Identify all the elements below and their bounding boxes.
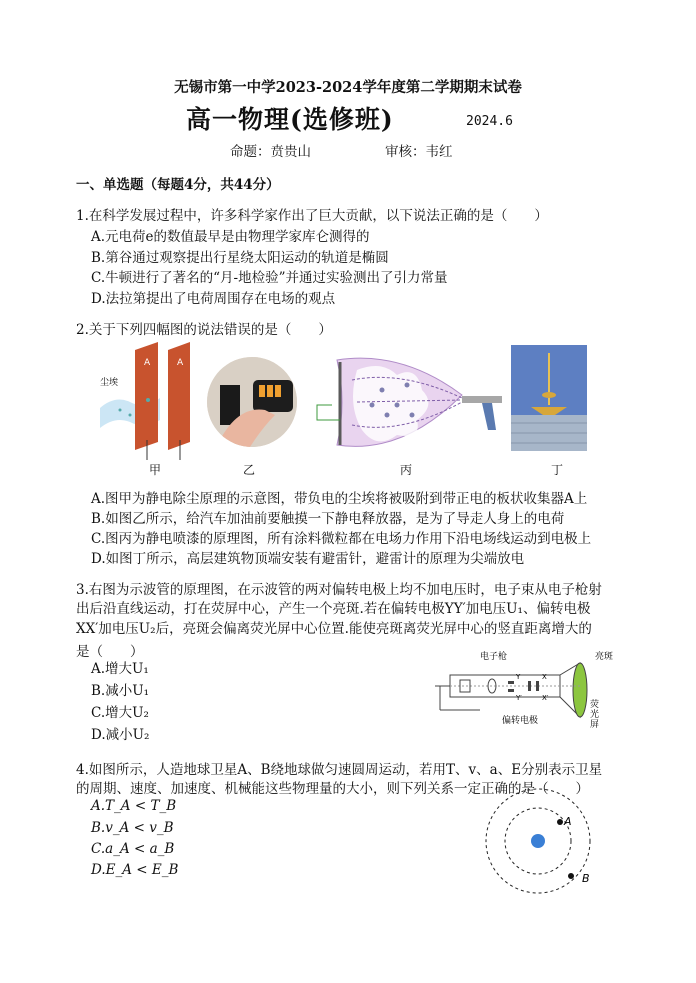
q3-option-b: B.减小U₁ xyxy=(91,683,150,699)
q2-option-d: D.如图丁所示，高层建筑物顶端安装有避雷针，避雷计的原理为尖端放电 xyxy=(91,551,525,567)
fig-label-jia: 甲 xyxy=(149,463,162,477)
spray-gun-icon xyxy=(482,403,496,430)
q1-option-d: D.法拉第提出了电荷周围存在电场的观点 xyxy=(91,291,336,307)
svg-text:A: A xyxy=(177,358,184,368)
q2-stem: 2.关于下列四幅图的说法错误的是（ ） xyxy=(76,322,332,338)
q4-option-d: D.E_A < E_B xyxy=(91,862,179,878)
satellite-b xyxy=(568,873,574,879)
q3-option-a: A.增大U₁ xyxy=(91,661,149,677)
exam-subject-title: 高一物理(选修班) xyxy=(186,105,394,134)
exam-reviewer: 审核：韦红 xyxy=(385,144,453,160)
fluorescent-screen xyxy=(573,663,587,717)
figure-lightning-rod xyxy=(511,345,587,451)
q4-line-1: 4.如图所示，人造地球卫星A、B绕地球做匀速圆周运动，若用T、v、a、E分别表示卫星 xyxy=(76,762,603,778)
fig-label-ding: 丁 xyxy=(551,463,564,477)
q1-option-a: A.元电荷e的数值最早是由物理学家库仑测得的 xyxy=(91,229,370,245)
fig-label-bing: 丙 xyxy=(400,463,413,477)
fig-label-yi: 乙 xyxy=(243,463,256,477)
exam-author: 命题：贲贵山 xyxy=(230,144,311,160)
q2-option-b: B.如图乙所示，给汽车加油前要触摸一下静电释放器，是为了导走人身上的电荷 xyxy=(91,511,565,527)
electron-gun-label: 电子枪 xyxy=(480,652,508,662)
q1-option-b: B.第谷通过观察提出行星绕太阳运动的轨道是椭圆 xyxy=(91,250,389,266)
figure-electrostatic-precipitator xyxy=(100,340,220,460)
q3-line-4: 是（ ） xyxy=(76,644,144,660)
q1-option-c: C.牛顿进行了著名的“月-地检验”并通过实验测出了引力常量 xyxy=(91,270,448,286)
bright-spot-label: 亮斑 xyxy=(595,652,614,662)
satellite-a xyxy=(557,819,563,825)
q4-line-2: 的周期、速度、加速度、机械能这些物理量的大小，则下列关系一定正确的是（ ） xyxy=(76,781,589,797)
q3-line-2: 出后沿直线运动，打在荧屏中心，产生一个亮斑.若在偏转电极YY′加电压U₁、偏转电极 xyxy=(76,601,591,617)
q1-stem: 1.在科学发展过程中，许多科学家作出了巨大贡献，以下说法正确的是（ ） xyxy=(76,208,548,224)
figure-oscilloscope-tube xyxy=(430,645,630,735)
q4-option-a: A.T_A < T_B xyxy=(91,798,177,814)
exam-school-title: 无锡市第一中学2023-2024学年度第二学期期末试卷 xyxy=(174,79,522,96)
figure-satellite-orbits xyxy=(480,785,610,900)
q4-option-b: B.v_A < v_B xyxy=(91,820,174,836)
plate-a-label: A xyxy=(144,358,151,368)
q3-line-1: 3.右图为示波管的原理图，在示波管的两对偏转电极上均不加电压时，电子束从电子枪射 xyxy=(76,582,602,598)
q3-line-3: XX′加电压U₂后，亮斑会偏离荧光屏中心位置.能使亮斑离荧光屏中心的竖直距离增大的 xyxy=(76,621,592,637)
deflection-electrode-label: 偏转电极 xyxy=(502,716,539,726)
q3-option-c: C.增大U₂ xyxy=(91,705,149,721)
q2-option-a: A.图甲为静电除尘原理的示意图，带负电的尘埃将被吸附到带正电的板状收集器A上 xyxy=(91,491,588,507)
q2-option-c: C.图丙为静电喷漆的原理图，所有涂料微粒都在电场力作用下沿电场线运动到电极上 xyxy=(91,531,592,547)
figure-static-discharger xyxy=(205,355,301,455)
section-heading: 一、单选题（每题4分，共44分） xyxy=(76,177,280,193)
screen-char-2: 光 xyxy=(590,710,600,720)
satellite-b-label: B xyxy=(582,872,590,885)
exam-date: 2024.6 xyxy=(466,114,513,129)
screen-char-1: 荧 xyxy=(590,700,600,710)
dust-label: 尘埃 xyxy=(100,378,119,388)
figure-electrostatic-spray xyxy=(312,350,512,460)
q4-option-c: C.a_A < a_B xyxy=(91,841,175,857)
satellite-a-label: A xyxy=(564,815,572,828)
mark-y-prime: Y′ xyxy=(516,694,522,702)
earth-icon xyxy=(531,834,545,848)
mark-y: Y xyxy=(516,673,521,681)
screen-char-3: 屏 xyxy=(590,720,600,730)
mark-x-prime: X′ xyxy=(542,694,549,702)
mark-x: X xyxy=(542,673,547,681)
q3-option-d: D.减小U₂ xyxy=(91,727,150,743)
